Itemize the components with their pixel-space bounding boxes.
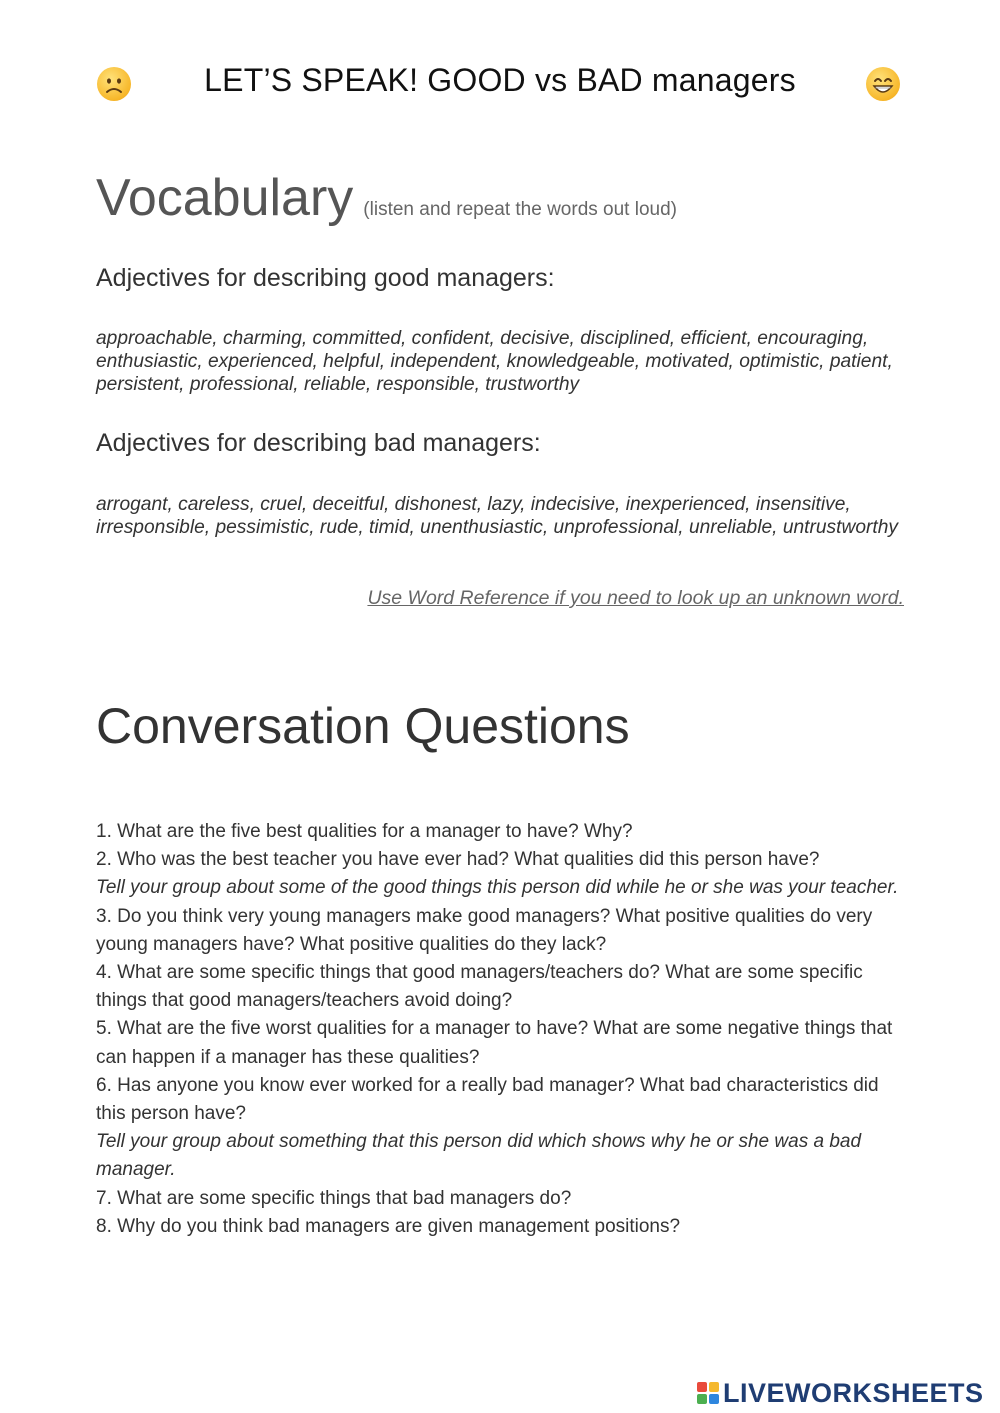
word-reference-link[interactable]: Use Word Reference if you need to look up an unknown word. bbox=[367, 587, 904, 609]
logo-square bbox=[697, 1394, 707, 1404]
question-4: 4. What are some specific things that good managers/teachers do? What are some specific things that good managers/teachers avoid doing? bbox=[96, 962, 863, 1012]
page-title: LET’S SPEAK! GOOD vs BAD managers bbox=[204, 62, 796, 98]
question-5: 5. What are the five worst qualities for a manager to have? What are some negative things that can happen if a manager has these qualities? bbox=[96, 1018, 893, 1068]
question-list bbox=[96, 818, 911, 1241]
logo-mark-icon bbox=[697, 1382, 719, 1404]
question-6-note: Tell your group about something that this person did which shows why he or she was a bad manager. bbox=[96, 1131, 862, 1181]
question-3: 3. Do you think very young managers make good managers? What positive qualities do very young managers have? What positive qualities do they lack? bbox=[96, 905, 873, 955]
vocabulary-subtitle: (listen and repeat the words out loud) bbox=[363, 199, 677, 220]
liveworksheets-logo[interactable] bbox=[697, 1378, 984, 1408]
question-6: 6. Has anyone you know ever worked for a really bad manager? What bad characteristics did this person have? bbox=[96, 1074, 879, 1125]
grinning-face-icon bbox=[866, 67, 900, 101]
bad-adjectives-list: arrogant, careless, cruel, deceitful, dishonest, lazy, indecisive, inexperienced, insensitive, irresponsible, pessimistic, rude, timid, unenthusiastic, unprofessional, unreliable, untrustworthy bbox=[96, 494, 898, 538]
header bbox=[0, 50, 1000, 120]
logo-square bbox=[697, 1382, 707, 1392]
bad-adjectives-heading: Adjectives for describing bad managers: bbox=[96, 429, 541, 457]
question-7: 7. What are some specific things that bad managers do? bbox=[96, 1187, 572, 1209]
vocabulary-heading bbox=[96, 168, 677, 228]
question-2: 2. Who was the best teacher you have ever had? What qualities did this person have? bbox=[96, 849, 820, 871]
question-2-note: Tell your group about some of the good things this person did while he or she was your teacher. bbox=[96, 877, 899, 899]
vocabulary-title: Vocabulary bbox=[96, 169, 354, 227]
question-1: 1. What are the five best qualities for a manager to have? Why? bbox=[96, 821, 633, 842]
logo-square bbox=[709, 1382, 719, 1392]
logo-square bbox=[709, 1394, 719, 1404]
logo-text: LIVEWORKSHEETS bbox=[723, 1377, 984, 1408]
good-adjectives-heading: Adjectives for describing good managers: bbox=[96, 264, 555, 292]
question-8: 8. Why do you think bad managers are given management positions? bbox=[96, 1215, 681, 1237]
conversation-title: Conversation Questions bbox=[96, 698, 630, 754]
good-adjectives-list: approachable, charming, committed, confident, decisive, disciplined, efficient, encouraging, enthusiastic, experienced, helpful, independent, knowledgeable, motivated, optimistic, patient, persistent, professional, reliable, responsible, trustworthy bbox=[96, 328, 893, 395]
